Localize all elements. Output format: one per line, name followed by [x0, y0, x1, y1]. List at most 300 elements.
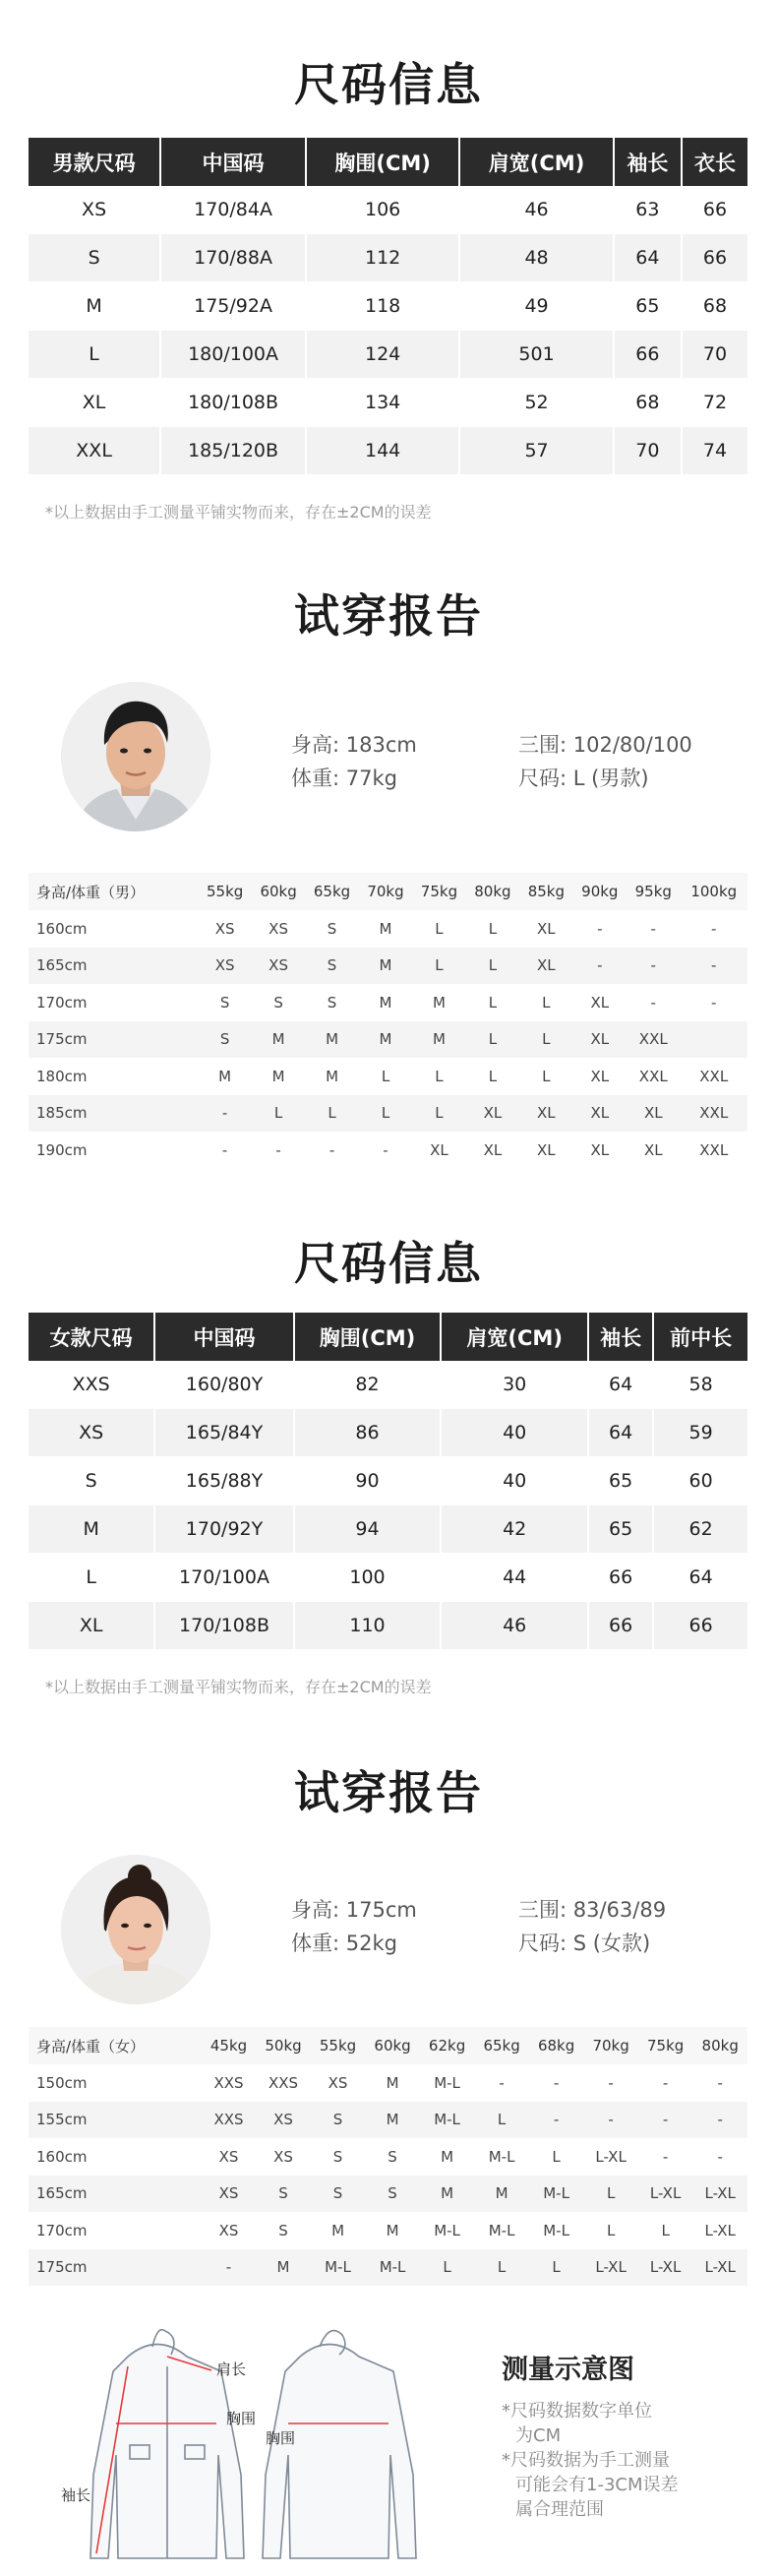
table-cell: -: [583, 2102, 638, 2139]
table-cell: L: [359, 1095, 412, 1133]
table-cell: -: [692, 2138, 747, 2176]
table-cell: S: [311, 2176, 366, 2213]
table-cell: M-L: [420, 2212, 475, 2249]
table-cell: -: [359, 1132, 412, 1169]
women-trial-title: 试穿报告: [294, 1766, 483, 1819]
table-cell: -: [202, 2249, 257, 2287]
table-cell: S: [29, 234, 161, 282]
table-cell: XXL: [29, 427, 161, 475]
table-cell: 180cm: [29, 1058, 198, 1095]
table-cell: 170cm: [29, 2212, 202, 2249]
table-cell: 52: [460, 379, 614, 427]
table-cell: 170/92Y: [155, 1505, 294, 1554]
table-cell: S: [29, 1457, 155, 1505]
table-cell: -: [638, 2102, 693, 2139]
table-cell: L: [412, 1058, 465, 1095]
men-size-title: 尺码信息: [294, 58, 483, 111]
column-header: 55kg: [311, 2027, 366, 2064]
table-cell: 64: [654, 1554, 747, 1602]
table-cell: -: [627, 984, 680, 1021]
table-cell: S: [256, 2212, 311, 2249]
table-cell: 190cm: [29, 1132, 198, 1169]
table-cell: 72: [683, 379, 747, 427]
table-cell: M: [252, 1058, 305, 1095]
table-cell: XS: [202, 2176, 257, 2213]
table-cell: L: [466, 948, 519, 985]
table-cell: 175cm: [29, 1021, 198, 1059]
table-cell: M: [252, 1021, 305, 1059]
table-cell: 42: [442, 1505, 589, 1554]
table-row: [29, 2138, 747, 2176]
table-cell: -: [638, 2138, 693, 2176]
column-header: 肩宽(CM): [442, 1313, 589, 1361]
table-cell: -: [692, 2064, 747, 2102]
table-cell: M: [359, 1021, 412, 1059]
table-cell: XXS: [202, 2102, 257, 2139]
table-cell: -: [680, 984, 747, 1021]
table-cell: XL: [573, 1095, 627, 1133]
table-cell: XS: [202, 2212, 257, 2249]
table-cell: 48: [460, 234, 614, 282]
jacket-diagram-icon: [69, 2327, 482, 2573]
table-cell: S: [305, 948, 358, 985]
column-header: 前中长: [654, 1313, 747, 1361]
men-size-table: [29, 138, 747, 475]
women-fit-header-row: [29, 2027, 747, 2064]
table-row: [29, 2249, 747, 2287]
table-cell: L: [529, 2249, 584, 2287]
table-cell: XL: [29, 379, 161, 427]
column-header: 肩宽(CM): [460, 138, 614, 186]
table-cell: L: [519, 1058, 572, 1095]
table-cell: XL: [519, 1132, 572, 1169]
table-cell: 170/88A: [161, 234, 307, 282]
table-cell: -: [573, 948, 627, 985]
table-cell: S: [305, 984, 358, 1021]
table-cell: 180/108B: [161, 379, 307, 427]
table-cell: XL: [412, 1132, 465, 1169]
table-row: [29, 1409, 747, 1457]
table-cell: 165cm: [29, 948, 198, 985]
table-cell: L: [29, 1554, 155, 1602]
table-cell: 63: [615, 186, 683, 234]
column-header: 100kg: [680, 873, 747, 910]
column-header: 60kg: [365, 2027, 420, 2064]
table-row: [29, 1602, 747, 1650]
table-cell: M: [365, 2212, 420, 2249]
table-cell: L: [29, 331, 161, 379]
table-cell: 68: [615, 379, 683, 427]
table-cell: 64: [589, 1361, 654, 1409]
table-cell: M: [420, 2138, 475, 2176]
table-cell: -: [252, 1132, 305, 1169]
table-row: [29, 1132, 747, 1169]
column-header: 75kg: [638, 2027, 693, 2064]
measure-note-line: *尺码数据数字单位: [502, 2401, 652, 2422]
table-cell: L-XL: [638, 2249, 693, 2287]
column-header: 胸围(CM): [307, 138, 460, 186]
column-header: 55kg: [198, 873, 251, 910]
table-cell: M-L: [311, 2249, 366, 2287]
table-cell: -: [305, 1132, 358, 1169]
table-cell: XS: [198, 910, 251, 948]
women-measurements: 三围: 83/63/89: [518, 1898, 667, 1922]
table-row: [29, 234, 747, 282]
table-cell: 64: [615, 234, 683, 282]
table-cell: M-L: [474, 2212, 529, 2249]
table-cell: XS: [202, 2138, 257, 2176]
table-cell: M-L: [420, 2064, 475, 2102]
table-cell: 165cm: [29, 2176, 202, 2213]
table-cell: M-L: [529, 2176, 584, 2213]
table-cell: XS: [29, 186, 161, 234]
table-cell: -: [638, 2064, 693, 2102]
table-cell: -: [198, 1132, 251, 1169]
column-header: 65kg: [474, 2027, 529, 2064]
table-cell: 82: [295, 1361, 443, 1409]
men-weight: 体重: 77kg: [291, 767, 397, 790]
table-cell: 90: [295, 1457, 443, 1505]
table-cell: XXS: [202, 2064, 257, 2102]
table-cell: 59: [654, 1409, 747, 1457]
table-row: [29, 1554, 747, 1602]
table-cell: XL: [519, 948, 572, 985]
table-cell: 112: [307, 234, 460, 282]
women-height: 身高: 175cm: [291, 1898, 417, 1922]
table-cell: M-L: [529, 2212, 584, 2249]
table-cell: 175cm: [29, 2249, 202, 2287]
table-cell: 170/100A: [155, 1554, 294, 1602]
table-cell: L: [583, 2176, 638, 2213]
table-row: [29, 984, 747, 1021]
table-cell: 124: [307, 331, 460, 379]
table-cell: XL: [29, 1602, 155, 1650]
column-header: 70kg: [583, 2027, 638, 2064]
table-cell: XXS: [29, 1361, 155, 1409]
table-cell: M: [305, 1058, 358, 1095]
table-cell: 185/120B: [161, 427, 307, 475]
table-cell: L: [412, 948, 465, 985]
table-cell: L: [359, 1058, 412, 1095]
men-fit-header-row: [29, 873, 747, 910]
men-size-header-row: [29, 138, 747, 186]
table-cell: XXL: [627, 1058, 680, 1095]
table-row: [29, 282, 747, 331]
female-model-avatar: [61, 1855, 210, 2004]
table-cell: -: [692, 2102, 747, 2139]
table-cell: 160/80Y: [155, 1361, 294, 1409]
table-cell: S: [198, 984, 251, 1021]
table-cell: 40: [442, 1409, 589, 1457]
table-cell: L: [466, 1021, 519, 1059]
men-fit-table: [29, 873, 747, 1169]
table-cell: 175/92A: [161, 282, 307, 331]
table-cell: L-XL: [692, 2212, 747, 2249]
table-cell: 40: [442, 1457, 589, 1505]
table-cell: 65: [615, 282, 683, 331]
table-cell: 165/88Y: [155, 1457, 294, 1505]
table-row: [29, 910, 747, 948]
table-cell: XXL: [680, 1058, 747, 1095]
women-size-worn: 尺码: S (女款): [518, 1932, 651, 1955]
measurement-diagram: [61, 2327, 482, 2573]
table-cell: L: [474, 2102, 529, 2139]
table-cell: 46: [460, 186, 614, 234]
men-measurements: 三围: 102/80/100: [518, 733, 692, 757]
table-row: [29, 427, 747, 475]
table-cell: L: [420, 2249, 475, 2287]
table-cell: L: [412, 1095, 465, 1133]
male-model-avatar: [61, 682, 210, 831]
column-header: 身高/体重（男）: [29, 873, 198, 910]
measure-note-line: 为CM: [515, 2425, 562, 2446]
column-header: 70kg: [359, 873, 412, 910]
table-cell: M: [256, 2249, 311, 2287]
women-size-note: *以上数据由手工测量平铺实物而来，存在±2CM的误差: [45, 1678, 432, 1696]
table-cell: -: [529, 2064, 584, 2102]
column-header: 80kg: [466, 873, 519, 910]
column-header: 身高/体重（女）: [29, 2027, 202, 2064]
table-cell: 60: [654, 1457, 747, 1505]
column-header: 中国码: [155, 1313, 294, 1361]
table-cell: XL: [519, 1095, 572, 1133]
measure-note-line: 属合理范围: [515, 2499, 604, 2520]
table-cell: L: [474, 2249, 529, 2287]
table-cell: 64: [589, 1409, 654, 1457]
table-cell: 66: [654, 1602, 747, 1650]
table-cell: XL: [466, 1132, 519, 1169]
table-cell: M: [29, 282, 161, 331]
table-cell: -: [529, 2102, 584, 2139]
column-header: 中国码: [161, 138, 307, 186]
table-cell: 66: [683, 186, 747, 234]
women-weight: 体重: 52kg: [291, 1932, 397, 1955]
table-cell: XL: [573, 1021, 627, 1059]
table-cell: M: [420, 2176, 475, 2213]
table-cell: XL: [627, 1095, 680, 1133]
table-cell: 65: [589, 1505, 654, 1554]
column-header: 75kg: [412, 873, 465, 910]
table-cell: XS: [252, 948, 305, 985]
table-cell: 74: [683, 427, 747, 475]
table-row: [29, 379, 747, 427]
table-cell: S: [311, 2102, 366, 2139]
table-cell: L: [529, 2138, 584, 2176]
table-cell: S: [311, 2138, 366, 2176]
table-cell: S: [252, 984, 305, 1021]
table-cell: 170/84A: [161, 186, 307, 234]
men-height: 身高: 183cm: [291, 733, 417, 757]
table-cell: 155cm: [29, 2102, 202, 2139]
table-cell: 49: [460, 282, 614, 331]
table-cell: L: [638, 2212, 693, 2249]
table-cell: M: [474, 2176, 529, 2213]
column-header: 62kg: [420, 2027, 475, 2064]
table-cell: M: [29, 1505, 155, 1554]
table-cell: L: [412, 910, 465, 948]
table-cell: 66: [589, 1602, 654, 1650]
table-cell: M-L: [420, 2102, 475, 2139]
men-size-note: *以上数据由手工测量平铺实物而来，存在±2CM的误差: [45, 503, 432, 521]
column-header: 衣长: [683, 138, 747, 186]
table-cell: 65: [589, 1457, 654, 1505]
table-cell: XS: [256, 2138, 311, 2176]
table-cell: M-L: [474, 2138, 529, 2176]
table-cell: 30: [442, 1361, 589, 1409]
table-cell: XS: [311, 2064, 366, 2102]
table-cell: XL: [573, 984, 627, 1021]
table-cell: XXL: [680, 1132, 747, 1169]
table-cell: M: [359, 910, 412, 948]
table-cell: 57: [460, 427, 614, 475]
table-row: [29, 1021, 747, 1059]
table-cell: 66: [615, 331, 683, 379]
table-cell: 170cm: [29, 984, 198, 1021]
table-cell: M: [412, 984, 465, 1021]
table-cell: L: [466, 910, 519, 948]
table-cell: M-L: [365, 2249, 420, 2287]
table-cell: 100: [295, 1554, 443, 1602]
table-cell: S: [365, 2138, 420, 2176]
table-cell: XL: [573, 1058, 627, 1095]
table-cell: S: [198, 1021, 251, 1059]
table-row: [29, 1457, 747, 1505]
table-cell: M: [359, 984, 412, 1021]
table-cell: 118: [307, 282, 460, 331]
women-size-header-row: [29, 1313, 747, 1361]
table-cell: -: [583, 2064, 638, 2102]
men-trial-title: 试穿报告: [294, 589, 483, 643]
column-header: 68kg: [529, 2027, 584, 2064]
label-shoulder: 肩长: [216, 2361, 247, 2378]
table-cell: L-XL: [638, 2176, 693, 2213]
column-header: 胸围(CM): [295, 1313, 443, 1361]
table-cell: 62: [654, 1505, 747, 1554]
table-cell: 66: [683, 234, 747, 282]
table-cell: XS: [198, 948, 251, 985]
table-cell: XL: [466, 1095, 519, 1133]
table-row: [29, 2176, 747, 2213]
table-cell: XL: [519, 910, 572, 948]
table-cell: -: [627, 910, 680, 948]
table-row: [29, 2102, 747, 2139]
table-cell: L: [252, 1095, 305, 1133]
table-cell: 46: [442, 1602, 589, 1650]
table-cell: 106: [307, 186, 460, 234]
table-cell: 68: [683, 282, 747, 331]
table-cell: 70: [683, 331, 747, 379]
table-cell: XS: [256, 2102, 311, 2139]
column-header: 60kg: [252, 873, 305, 910]
table-cell: XS: [29, 1409, 155, 1457]
men-size-worn: 尺码: L (男款): [518, 767, 649, 790]
table-cell: L: [466, 984, 519, 1021]
table-cell: XL: [573, 1132, 627, 1169]
table-cell: 110: [295, 1602, 443, 1650]
table-cell: S: [365, 2176, 420, 2213]
table-cell: M: [305, 1021, 358, 1059]
table-row: [29, 331, 747, 379]
table-row: [29, 2212, 747, 2249]
women-size-table: [29, 1313, 747, 1650]
table-cell: L-XL: [692, 2176, 747, 2213]
column-header: 85kg: [519, 873, 572, 910]
label-sleeve: 袖长: [61, 2486, 91, 2504]
label-chest-back: 胸围: [266, 2429, 296, 2447]
women-fit-table: [29, 2027, 747, 2286]
table-cell: L: [466, 1058, 519, 1095]
column-header: 45kg: [202, 2027, 257, 2064]
table-row: [29, 1361, 747, 1409]
table-cell: -: [627, 948, 680, 985]
measure-note-line: 可能会有1-3CM误差: [515, 2475, 679, 2495]
table-cell: -: [680, 910, 747, 948]
table-cell: M: [359, 948, 412, 985]
table-cell: XXL: [680, 1095, 747, 1133]
table-cell: S: [256, 2176, 311, 2213]
table-cell: M: [412, 1021, 465, 1059]
column-header: 50kg: [256, 2027, 311, 2064]
column-header: 80kg: [692, 2027, 747, 2064]
column-header: 袖长: [615, 138, 683, 186]
column-header: 65kg: [305, 873, 358, 910]
table-cell: 501: [460, 331, 614, 379]
table-cell: XXS: [256, 2064, 311, 2102]
table-cell: 160cm: [29, 2138, 202, 2176]
table-cell: 144: [307, 427, 460, 475]
women-size-title: 尺码信息: [294, 1237, 483, 1290]
table-cell: S: [305, 910, 358, 948]
table-cell: 185cm: [29, 1095, 198, 1133]
column-header: 95kg: [627, 873, 680, 910]
table-cell: 165/84Y: [155, 1409, 294, 1457]
table-cell: -: [198, 1095, 251, 1133]
table-cell: XS: [252, 910, 305, 948]
table-cell: XXL: [627, 1021, 680, 1059]
table-row: [29, 1095, 747, 1133]
table-cell: 58: [654, 1361, 747, 1409]
table-cell: 70: [615, 427, 683, 475]
table-row: [29, 2064, 747, 2102]
measure-note-line: *尺码数据为手工测量: [502, 2450, 670, 2471]
table-cell: 134: [307, 379, 460, 427]
table-cell: L-XL: [692, 2249, 747, 2287]
table-cell: L: [519, 984, 572, 1021]
table-cell: 170/108B: [155, 1602, 294, 1650]
table-cell: L-XL: [583, 2138, 638, 2176]
table-row: [29, 1058, 747, 1095]
table-cell: -: [680, 948, 747, 985]
measure-title: 测量示意图: [502, 2355, 634, 2385]
table-cell: [680, 1021, 747, 1059]
table-cell: L: [519, 1021, 572, 1059]
column-header: 女款尺码: [29, 1313, 155, 1361]
table-cell: 94: [295, 1505, 443, 1554]
column-header: 男款尺码: [29, 138, 161, 186]
table-cell: XL: [627, 1132, 680, 1169]
table-cell: L: [305, 1095, 358, 1133]
table-cell: 150cm: [29, 2064, 202, 2102]
table-cell: 86: [295, 1409, 443, 1457]
table-cell: L: [583, 2212, 638, 2249]
label-chest-front: 胸围: [226, 2410, 257, 2427]
table-cell: M: [311, 2212, 366, 2249]
table-cell: 160cm: [29, 910, 198, 948]
table-row: [29, 1505, 747, 1554]
table-cell: -: [474, 2064, 529, 2102]
table-cell: M: [365, 2102, 420, 2139]
column-header: 90kg: [573, 873, 627, 910]
